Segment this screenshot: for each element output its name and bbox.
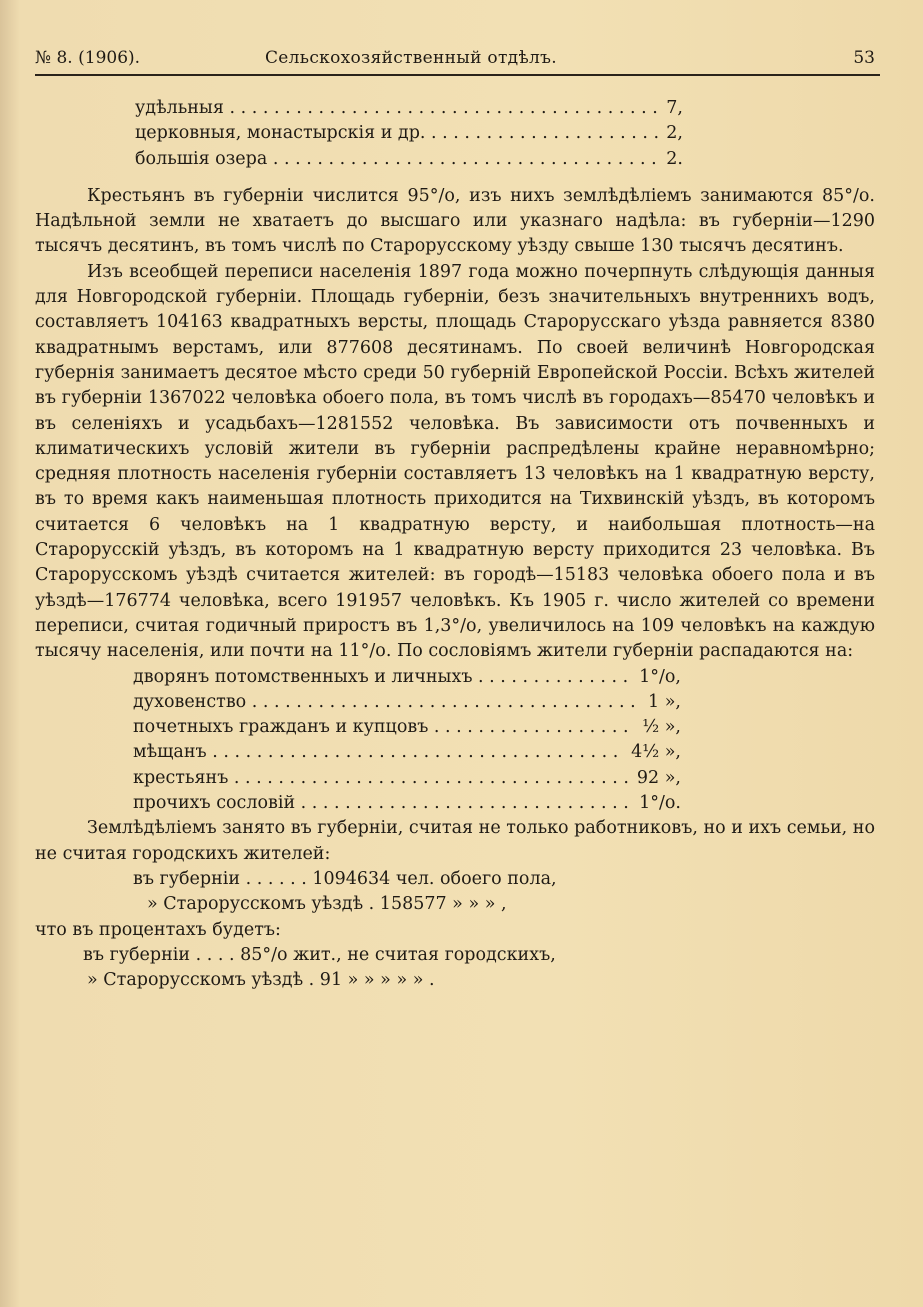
paragraph-census: Изъ всеобщей переписи населенія 1897 года можно почерпнуть слѣдующія данныя для Новгородской губерніи. Площадь губерніи, безъ значительныхъ внутреннихъ водъ, составляетъ 104163 квадратныхъ версты, площадь Старорусскаго уѣзда равняется 8380 квадратнымъ верстамъ, или 877608 десятинамъ. По своей величинѣ Новгородская губернія занимаетъ десятое мѣсто среди 50 губерній Европейской Россіи. Всѣхъ жителей въ губерніи 1367022 человѣка обоего пола, въ томъ числѣ въ городахъ—85470 человѣкъ и въ селеніяхъ и усадьбахъ—1281552 человѣка. Въ зависимости отъ почвенныхъ и климатическихъ условій жители въ губерніи распредѣлены крайне неравномѣрно; средняя плотность населенія губерніи составляетъ 13 человѣкъ на 1 квадратную версту, въ то время какъ наименьшая плотность приходится на Тихвинскій уѣздъ, въ которомъ считается 6 человѣкъ на 1 квадратную версту, и наибольшая плотность—на Старорусскій уѣздъ, въ которомъ на 1 квадратную версту приходится 23 человѣка. Въ Старорусскомъ уѣздѣ считается жителей: въ городѣ—15183 человѣка обоего пола и въ уѣздѣ—176774 человѣка, всего 191957 человѣкъ. Къ 1905 г. число жителей со времени переписи, считая годичный приростъ въ 1,3°/о, увеличилось на 109 человѣкъ на каждую тысячу населенія, или почти на 11°/о. По сословіямъ жители губерніи распадаются на: xyxy=(35,261,875,662)
list-item: удѣльныя . . . 7, xyxy=(135,96,683,121)
issue-number: № 8. (1906). xyxy=(35,48,141,68)
page-body xyxy=(35,96,875,993)
farm-row: въ губерніи . . . . . . 1094634 чел. обоего пола, xyxy=(133,868,557,889)
list-item: крестьянъ . . . 92 », xyxy=(133,766,681,791)
percent-row: » Старорусскомъ уѣздѣ . 91 » » » » » . xyxy=(87,970,435,991)
list-item: большія озера . . . 2. xyxy=(135,147,683,172)
page-header xyxy=(35,48,875,76)
paragraph-farming: Землѣдѣліемъ занято въ губерніи, считая не только работниковъ, но и ихъ семьи, но не считая городскихъ жителей: xyxy=(35,818,875,864)
list-item: дворянъ потомственныхъ и личныхъ . . . 1°/о, xyxy=(133,665,681,690)
running-title: Сельскохозяйственный отдѣлъ. xyxy=(265,48,557,68)
header-rule xyxy=(35,74,880,76)
farm-row: » Старорусскомъ уѣздѣ . 158577 » » » , xyxy=(147,894,507,915)
list-item: прочихъ сословій . . . 1°/о. xyxy=(133,791,681,816)
list-item: духовенство . . . 1 », xyxy=(133,690,681,715)
land-list xyxy=(135,96,683,172)
paragraph-percent-intro: что въ процентахъ будетъ: xyxy=(35,919,281,940)
list-item: церковныя, монастырскія и др. . . . 2, xyxy=(135,121,683,146)
list-item: почетныхъ гражданъ и купцовъ . . . ½ », xyxy=(133,715,681,740)
estates-list xyxy=(133,665,681,817)
page-number: 53 xyxy=(853,48,875,68)
list-item: мѣщанъ . . . 4½ », xyxy=(133,740,681,765)
percent-row: въ губерніи . . . . 85°/о жит., не считая городскихъ, xyxy=(83,944,556,965)
paragraph-peasants: Крестьянъ въ губерніи числится 95°/о, изъ нихъ землѣдѣліемъ занимаются 85°/о. Надѣльной земли не хватаетъ до высшаго или указнаго надѣла: въ губерніи—1290 тысячъ десятинъ, въ томъ числѣ по Старорусскому уѣзду свыше 130 тысячъ десятинъ. xyxy=(35,185,875,257)
